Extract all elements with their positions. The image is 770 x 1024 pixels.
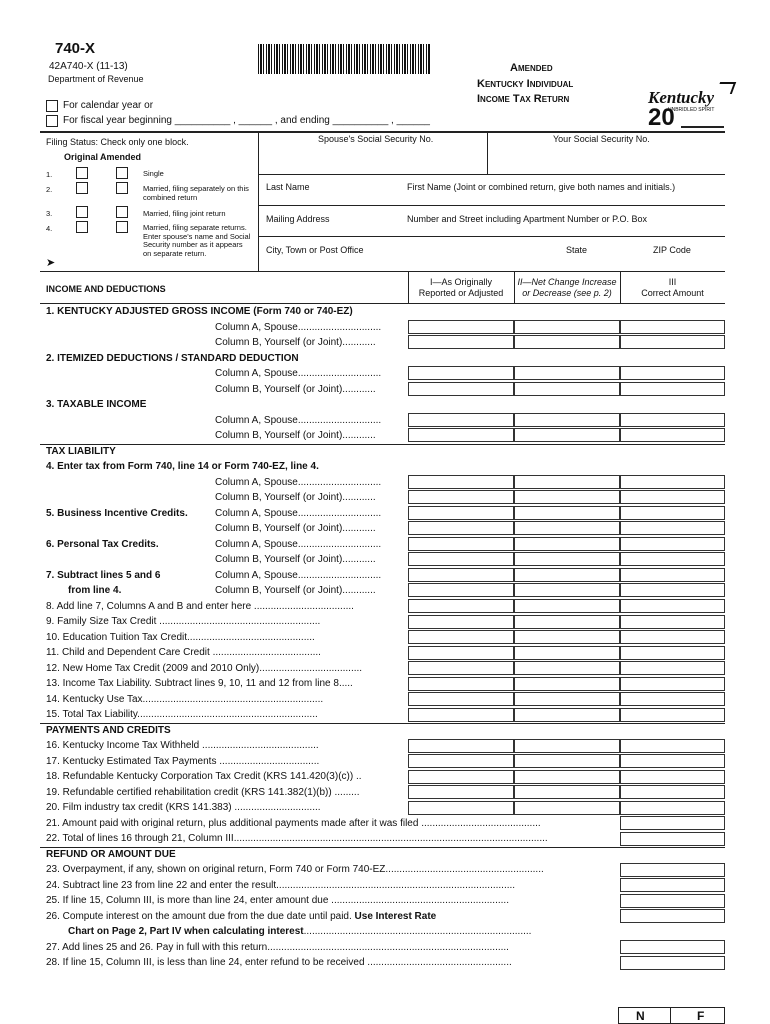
title-line2: Kentucky Individual [477, 78, 574, 90]
line-26-cont-bold: Chart on Page 2, Part IV when calculating interest [68, 926, 304, 937]
calendar-year-checkbox[interactable] [46, 100, 58, 112]
amount-cell[interactable] [408, 754, 514, 768]
amount-cell-col3[interactable] [620, 956, 725, 970]
line-1-label: 1. KENTUCKY ADJUSTED GROSS INCOME (Form 740 or 740-EZ) [46, 306, 353, 317]
amount-cell[interactable] [514, 739, 620, 753]
amount-cell[interactable] [620, 320, 725, 334]
amount-cell[interactable] [408, 428, 514, 442]
col1-header-a: I—As Originally [429, 277, 492, 287]
amount-cell[interactable] [620, 739, 725, 753]
fs-original-checkbox-4[interactable] [76, 221, 88, 233]
line-26-cont [68, 926, 612, 937]
amount-cell[interactable] [620, 615, 725, 629]
amount-cell[interactable] [514, 335, 620, 349]
rule [514, 271, 515, 303]
line-26-bold: Use Interest Rate [354, 911, 437, 922]
amount-cell[interactable] [408, 785, 514, 799]
amount-cell[interactable] [620, 521, 725, 535]
city-label: City, Town or Post Office [266, 245, 364, 255]
amount-cell[interactable] [408, 599, 514, 613]
fiscal-year-checkbox[interactable] [46, 115, 58, 127]
fs-amended-checkbox-1[interactable] [116, 167, 128, 179]
amount-cell[interactable] [408, 770, 514, 784]
amount-cell[interactable] [408, 382, 514, 396]
fs-num-1: 1. [46, 170, 53, 179]
amount-cell[interactable] [408, 708, 514, 722]
form-number: 740-X [55, 40, 96, 57]
year-prefix: 20 [648, 104, 675, 131]
amount-cell[interactable] [514, 615, 620, 629]
amount-cell[interactable] [514, 428, 620, 442]
rule [40, 847, 725, 848]
col2-header-a: II—Net Change Increase [517, 277, 617, 287]
line-7-label: 7. Subtract lines 5 and 6 [46, 570, 161, 581]
amount-cell[interactable] [620, 708, 725, 722]
amount-cell[interactable] [620, 801, 725, 815]
barcode [258, 44, 430, 74]
amount-cell[interactable] [514, 382, 620, 396]
rule [40, 271, 725, 272]
year-blank[interactable] [681, 126, 724, 128]
amount-cell[interactable] [408, 335, 514, 349]
amount-cell[interactable] [514, 583, 620, 597]
amount-cell[interactable] [408, 630, 514, 644]
line-6b-label: Column B, Yourself (or Joint)............ [215, 554, 376, 565]
amount-cell[interactable] [620, 552, 725, 566]
rule [258, 205, 725, 206]
line-5-label: 5. Business Incentive Credits. [46, 508, 188, 519]
line-6-label: 6. Personal Tax Credits. [46, 539, 159, 550]
amount-cell[interactable] [620, 630, 725, 644]
fs-label-3: Married, filing joint return [143, 209, 226, 218]
amount-cell[interactable] [408, 490, 514, 504]
line-3-label: 3. TAXABLE INCOME [46, 399, 147, 410]
amount-cell[interactable] [620, 599, 725, 613]
amount-cell[interactable] [620, 382, 725, 396]
income-deductions-header: INCOME AND DEDUCTIONS [46, 284, 166, 294]
identity-divider [258, 131, 259, 271]
amount-cell[interactable] [408, 801, 514, 815]
line-14-label: 14. Kentucky Use Tax................................................................. [46, 694, 324, 705]
rule [40, 444, 725, 445]
rule [620, 271, 621, 303]
rule [408, 271, 409, 303]
refund-header: REFUND OR AMOUNT DUE [46, 849, 176, 860]
rule [40, 303, 725, 304]
rule [258, 236, 725, 237]
street-label: Number and Street including Apartment Number or P.O. Box [407, 214, 647, 224]
fs-label-1: Single [143, 169, 164, 178]
amount-cell[interactable] [408, 537, 514, 551]
fs-amended-checkbox-3[interactable] [116, 206, 128, 218]
amount-cell[interactable] [514, 568, 620, 582]
line-23-label: 23. Overpayment, if any, shown on original return, Form 740 or Form 740-EZ......................................................... [46, 864, 544, 875]
amount-cell-col3[interactable] [620, 863, 725, 877]
line-6a-label: Column A, Spouse.............................. [215, 539, 382, 550]
amount-cell[interactable] [408, 552, 514, 566]
amount-cell[interactable] [514, 413, 620, 427]
col-original-label: Original [64, 152, 99, 162]
amount-cell[interactable] [514, 599, 620, 613]
amount-cell[interactable] [408, 583, 514, 597]
amount-cell[interactable] [514, 801, 620, 815]
zip-label: ZIP Code [653, 245, 691, 255]
spouse-ssn-label: Spouse's Social Security No. [318, 134, 434, 144]
amount-cell[interactable] [408, 413, 514, 427]
amount-cell[interactable] [514, 677, 620, 691]
department: Department of Revenue [48, 74, 144, 84]
amount-cell[interactable] [408, 521, 514, 535]
fs-original-checkbox-3[interactable] [76, 206, 88, 218]
amount-cell[interactable] [620, 583, 725, 597]
line-5a-label: Column A, Spouse.............................. [215, 508, 382, 519]
amount-cell[interactable] [408, 366, 514, 380]
footer-n: N [636, 1009, 645, 1023]
your-ssn-label: Your Social Security No. [553, 134, 650, 144]
amount-cell[interactable] [408, 320, 514, 334]
line-7b-label: Column B, Yourself (or Joint)............ [215, 585, 376, 596]
amount-cell[interactable] [514, 552, 620, 566]
fs-original-checkbox-2[interactable] [76, 182, 88, 194]
amount-cell[interactable] [514, 537, 620, 551]
fs-label-2: Married, filing separately on this combined return [143, 184, 249, 202]
line-3a-label: Column A, Spouse.............................. [215, 415, 382, 426]
line-7a-label: Column A, Spouse.............................. [215, 570, 382, 581]
amount-cell[interactable] [620, 475, 725, 489]
amount-cell-col3[interactable] [620, 940, 725, 954]
line-4b-label: Column B, Yourself (or Joint)............ [215, 492, 376, 503]
nf-divider [670, 1007, 671, 1024]
line-5b-label: Column B, Yourself (or Joint)............ [215, 523, 376, 534]
line-3b-label: Column B, Yourself (or Joint)............ [215, 430, 376, 441]
last-name-label: Last Name [266, 182, 310, 192]
amount-cell-col3[interactable] [620, 909, 725, 923]
amount-cell[interactable] [620, 366, 725, 380]
line-11-label: 11. Child and Dependent Care Credit ....................................... [46, 647, 321, 658]
col3-header-a: III [668, 277, 677, 287]
line-20-label: 20. Film industry tax credit (KRS 141.383) ............................... [46, 802, 321, 813]
amount-cell[interactable] [514, 506, 620, 520]
mailing-address-label: Mailing Address [266, 214, 330, 224]
line-26-dots: .................................................................................. [303, 926, 532, 937]
line-1a-label: Column A, Spouse.............................. [215, 322, 382, 333]
amount-cell[interactable] [514, 490, 620, 504]
calendar-year-label: For calendar year or [63, 100, 154, 111]
arrow-icon: ➤ [46, 257, 56, 269]
fs-original-checkbox-1[interactable] [76, 167, 88, 179]
amount-cell[interactable] [514, 692, 620, 706]
logo-tagline: UNBRIDLED SPIRIT [668, 107, 715, 113]
line-25-label: 25. If line 15, Column III, is more than line 24, enter amount due ................................................................ [46, 895, 509, 906]
line-15-label: 15. Total Tax Liability................................................................. [46, 709, 318, 720]
form-code: 42A740-X (11-13) [49, 61, 128, 72]
col2-header-b: or Decrease (see p. 2) [522, 288, 612, 298]
amount-cell[interactable] [408, 506, 514, 520]
amount-cell[interactable] [408, 661, 514, 675]
fs-amended-checkbox-2[interactable] [116, 182, 128, 194]
title-line3: Income Tax Return [477, 93, 570, 105]
line-12-label: 12. New Home Tax Credit (2009 and 2010 Only)..................................... [46, 663, 363, 674]
amount-cell[interactable] [620, 770, 725, 784]
line-26-label [46, 911, 436, 922]
line-26-text: 26. Compute interest on the amount due from the due date until paid. [46, 911, 355, 922]
amount-cell[interactable] [408, 692, 514, 706]
rule [258, 174, 725, 175]
footer-f: F [697, 1009, 705, 1023]
line-4-label: 4. Enter tax from Form 740, line 14 or Form 740-EZ, line 4. [46, 461, 319, 472]
tax-liability-header: TAX LIABILITY [46, 446, 116, 457]
amount-cell[interactable] [408, 646, 514, 660]
line-13-label: 13. Income Tax Liability. Subtract lines 9, 10, 11 and 12 from line 8..... [46, 678, 353, 689]
amount-cell[interactable] [514, 661, 620, 675]
fs-num-3: 3. [46, 209, 53, 218]
payments-header: PAYMENTS AND CREDITS [46, 725, 171, 736]
line-22-label: 22. Total of lines 16 through 21, Column III................................................................................................................. [46, 833, 548, 844]
amount-cell-col3[interactable] [620, 878, 725, 892]
amount-cell-col3[interactable] [620, 894, 725, 908]
amount-cell[interactable] [620, 335, 725, 349]
line-2b-label: Column B, Yourself (or Joint)............ [215, 384, 376, 395]
header-rule [40, 131, 725, 133]
amount-cell[interactable] [514, 754, 620, 768]
line-16-label: 16. Kentucky Income Tax Withheld .......................................... [46, 740, 319, 751]
line-4a-label: Column A, Spouse.............................. [215, 477, 382, 488]
amount-cell[interactable] [514, 475, 620, 489]
state-label: State [566, 245, 588, 255]
first-name-label: First Name (Joint or combined return, give both names and initials.) [407, 182, 676, 192]
kentucky-logo: Kentucky [648, 88, 715, 107]
amount-cell[interactable] [408, 475, 514, 489]
line-27-label: 27. Add lines 25 and 26. Pay in full with this return....................................................................................... [46, 942, 509, 953]
line-19-label: 19. Refundable certified rehabilitation credit (KRS 141.382(1)(b)) ......... [46, 787, 360, 798]
amount-cell-col3[interactable] [620, 816, 725, 830]
amount-cell[interactable] [620, 692, 725, 706]
line-10-label: 10. Education Tuition Tax Credit.............................................. [46, 632, 315, 643]
amount-cell[interactable] [408, 615, 514, 629]
line-17-label: 17. Kentucky Estimated Tax Payments .................................... [46, 756, 320, 767]
amount-cell[interactable] [620, 413, 725, 427]
amount-cell[interactable] [514, 366, 620, 380]
line-8-label: 8. Add line 7, Columns A and B and enter here .................................... [46, 601, 354, 612]
line-24-label: 24. Subtract line 23 from line 22 and enter the result...................................................................................... [46, 880, 516, 891]
amount-cell[interactable] [620, 568, 725, 582]
line-7-label-cont: from line 4. [68, 585, 122, 596]
amount-cell-col3[interactable] [620, 832, 725, 846]
amount-cell[interactable] [408, 739, 514, 753]
amount-cell[interactable] [514, 320, 620, 334]
amount-cell[interactable] [514, 521, 620, 535]
rule [40, 723, 725, 724]
col-amended-label: Amended [100, 152, 142, 162]
amount-cell[interactable] [620, 537, 725, 551]
fs-label-4: Married, filing separate returns. Enter spouse's name and Social Security number as it appears on separate return. [143, 223, 251, 258]
line-9-label: 9. Family Size Tax Credit .......................................................... [46, 616, 321, 627]
line-18-label: 18. Refundable Kentucky Corporation Tax Credit (KRS 141.420(3)(c)) .. [46, 771, 362, 782]
line-28-label: 28. If line 15, Column III, is less than line 24, enter refund to be received .................................................... [46, 957, 512, 968]
horse-icon [716, 82, 736, 94]
amount-cell[interactable] [514, 708, 620, 722]
amount-cell[interactable] [514, 646, 620, 660]
amount-cell[interactable] [620, 785, 725, 799]
amount-cell[interactable] [620, 646, 725, 660]
amount-cell[interactable] [514, 785, 620, 799]
col1-header-b: Reported or Adjusted [418, 288, 504, 298]
filing-status-title: Filing Status: Check only one block. [46, 137, 189, 147]
amount-cell[interactable] [620, 506, 725, 520]
fiscal-year-label: For fiscal year beginning __________ , ______ , and ending __________ , ______ [63, 115, 430, 126]
amount-cell[interactable] [620, 754, 725, 768]
title-line1: Amended [510, 62, 553, 74]
amount-cell[interactable] [620, 428, 725, 442]
amount-cell[interactable] [408, 677, 514, 691]
fs-num-4: 4. [46, 224, 53, 233]
amount-cell[interactable] [514, 770, 620, 784]
line-2a-label: Column A, Spouse.............................. [215, 368, 382, 379]
amount-cell[interactable] [620, 677, 725, 691]
amount-cell[interactable] [620, 661, 725, 675]
fs-num-2: 2. [46, 185, 53, 194]
line-1b-label: Column B, Yourself (or Joint)............ [215, 337, 376, 348]
line-21-label: 21. Amount paid with original return, plus additional payments made after it was filed ........................................... [46, 818, 541, 829]
ssn-divider [487, 131, 488, 174]
fs-amended-checkbox-4[interactable] [116, 221, 128, 233]
line-2-label: 2. ITEMIZED DEDUCTIONS / STANDARD DEDUCTION [46, 353, 299, 364]
nf-box [618, 1007, 725, 1024]
amount-cell[interactable] [514, 630, 620, 644]
col3-header-b: Correct Amount [641, 288, 704, 298]
amount-cell[interactable] [408, 568, 514, 582]
amount-cell[interactable] [620, 490, 725, 504]
